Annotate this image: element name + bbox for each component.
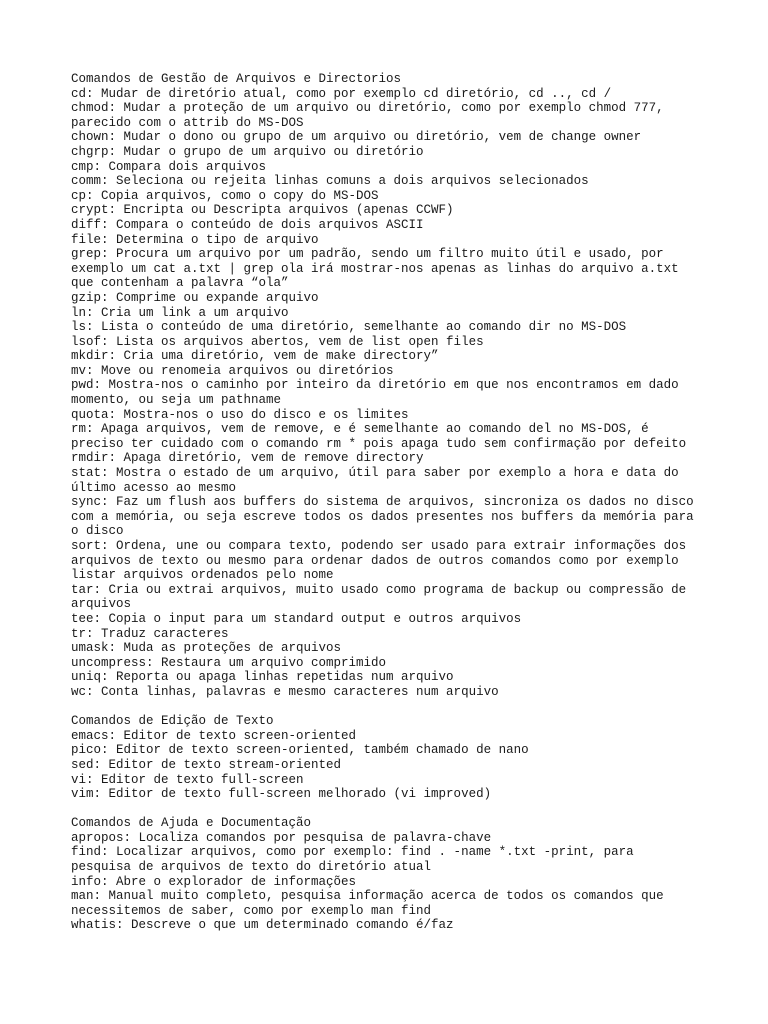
- command-line: tar: Cria ou extrai arquivos, muito usado como programa de backup ou compressão de: [71, 582, 687, 597]
- command-line: chmod: Mudar a proteção de um arquivo ou diretório, como por exemplo chmod 777,: [71, 101, 664, 116]
- command-line: lsof: Lista os arquivos abertos, vem de list open files: [71, 334, 484, 349]
- command-line: umask: Muda as proteções de arquivos: [71, 641, 342, 656]
- section-heading: Comandos de Ajuda e Documentação: [71, 816, 312, 831]
- command-line: ls: Lista o conteúdo de uma diretório, semelhante ao comando dir no MS-DOS: [71, 320, 627, 335]
- command-line: tr: Traduz caracteres: [71, 626, 229, 641]
- command-line: listar arquivos ordenados pelo nome: [71, 568, 334, 583]
- command-line: arquivos: [71, 597, 132, 612]
- command-line: ln: Cria um link a um arquivo: [71, 305, 289, 320]
- command-line: pesquisa de arquivos de texto do diretório atual: [71, 860, 432, 875]
- command-line: stat: Mostra o estado de um arquivo, útil para saber por exemplo a hora e data do: [71, 466, 679, 481]
- command-line: quota: Mostra-nos o uso do disco e os limites: [71, 407, 409, 422]
- command-line: com a memória, ou seja escreve todos os dados presentes nos buffers da memória para: [71, 509, 694, 524]
- command-line: arquivos de texto ou mesmo para ordenar dados de outros comandos como por exemplo: [71, 553, 679, 568]
- command-line: emacs: Editor de texto screen-oriented: [71, 728, 357, 743]
- command-line: o disco: [71, 524, 124, 539]
- section-heading: Comandos de Edição de Texto: [71, 714, 274, 729]
- command-line: comm: Seleciona ou rejeita linhas comuns a dois arquivos selecionados: [71, 174, 589, 189]
- command-line: sync: Faz um flush aos buffers do sistema de arquivos, sincroniza os dados no disco: [71, 495, 694, 510]
- help-documentation-section: [71, 816, 711, 933]
- command-line: cp: Copia arquivos, como o copy do MS-DOS: [71, 188, 379, 203]
- command-line: chown: Mudar o dono ou grupo de um arquivo ou diretório, vem de change owner: [71, 130, 642, 145]
- command-line: tee: Copia o input para um standard output e outros arquivos: [71, 611, 522, 626]
- command-line: momento, ou seja um pathname: [71, 393, 282, 408]
- command-line: necessitemos de saber, como por exemplo man find: [71, 903, 432, 918]
- text-editing-section: [71, 714, 711, 802]
- command-line: cmp: Compara dois arquivos: [71, 159, 267, 174]
- command-line: que contenham a palavra “ola”: [71, 276, 289, 291]
- command-line: mkdir: Cria uma diretório, vem de make directory”: [71, 349, 439, 364]
- section-heading: Comandos de Gestão de Arquivos e Directorios: [71, 72, 402, 86]
- command-line: uniq: Reporta ou apaga linhas repetidas num arquivo: [71, 670, 454, 685]
- command-line: man: Manual muito completo, pesquisa informação acerca de todos os comandos que: [71, 889, 664, 904]
- command-line: info: Abre o explorador de informações: [71, 874, 357, 889]
- command-line: crypt: Encripta ou Descripta arquivos (apenas CCWF): [71, 203, 454, 218]
- command-line: diff: Compara o conteúdo de dois arquivos ASCII: [71, 217, 424, 232]
- command-line: parecido com o attrib do MS-DOS: [71, 115, 304, 130]
- command-line: wc: Conta linhas, palavras e mesmo caracteres num arquivo: [71, 684, 499, 699]
- command-line: find: Localizar arquivos, como por exemplo: find . -name *.txt -print, para: [71, 845, 634, 860]
- file-management-section: [71, 72, 711, 700]
- command-line: cd: Mudar de diretório atual, como por exemplo cd diretório, cd .., cd /: [71, 86, 612, 101]
- command-line: exemplo um cat a.txt | grep ola irá mostrar-nos apenas as linhas do arquivo a.txt: [71, 261, 679, 276]
- command-line: pico: Editor de texto screen-oriented, também chamado de nano: [71, 743, 529, 758]
- command-line: file: Determina o tipo de arquivo: [71, 232, 319, 247]
- command-line: grep: Procura um arquivo por um padrão, sendo um filtro muito útil e usado, por: [71, 247, 664, 262]
- document-page: [71, 72, 711, 933]
- command-line: gzip: Comprime ou expande arquivo: [71, 290, 319, 305]
- command-line: whatis: Descreve o que um determinado comando é/faz: [71, 918, 454, 933]
- command-line: último acesso ao mesmo: [71, 480, 237, 495]
- command-line: apropos: Localiza comandos por pesquisa de palavra-chave: [71, 830, 492, 845]
- command-line: rmdir: Apaga diretório, vem de remove directory: [71, 451, 424, 466]
- command-line: sort: Ordena, une ou compara texto, podendo ser usado para extrair informações dos: [71, 539, 687, 553]
- command-line: vim: Editor de texto full-screen melhorado (vi improved): [71, 787, 492, 802]
- command-line: vi: Editor de texto full-screen: [71, 772, 304, 787]
- command-line: pwd: Mostra-nos o caminho por inteiro da diretório em que nos encontramos em dado: [71, 378, 679, 393]
- command-line: chgrp: Mudar o grupo de um arquivo ou diretório: [71, 144, 424, 159]
- command-line: mv: Move ou renomeia arquivos ou diretórios: [71, 363, 394, 378]
- command-line: sed: Editor de texto stream-oriented: [71, 757, 342, 772]
- command-line: preciso ter cuidado com o comando rm * pois apaga tudo sem confirmação por defeito: [71, 436, 687, 451]
- command-line: uncompress: Restaura um arquivo comprimido: [71, 655, 387, 670]
- command-line: rm: Apaga arquivos, vem de remove, e é semelhante ao comando del no MS-DOS, é: [71, 422, 649, 437]
